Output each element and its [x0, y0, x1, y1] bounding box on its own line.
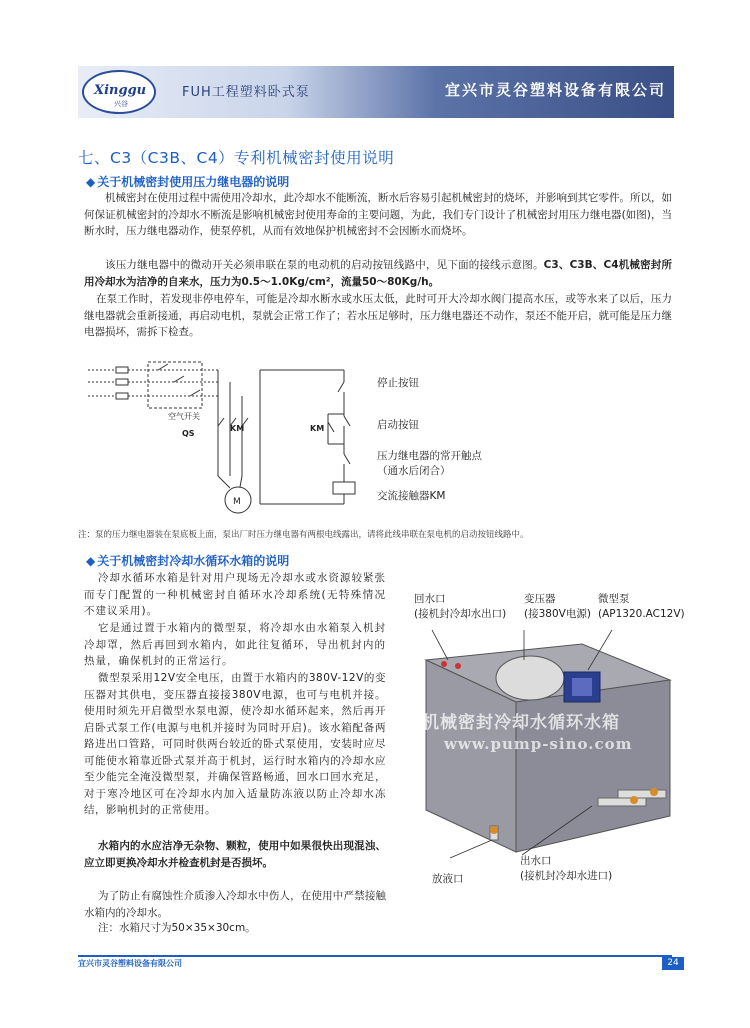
- relay-contact-label: 压力继电器的常开触点: [377, 450, 482, 462]
- micro-pump-desc: (AP1320.AC12V): [598, 608, 685, 620]
- paragraph-tank-2: 它是通过置于水箱内的微型泵，将冷却水由水箱泵入机封冷却罩，然后再回到水箱内，如此往复循环，导出机封内的热量，确保机封的正常运行。: [84, 622, 386, 667]
- motor-symbol: M: [233, 497, 241, 507]
- footer-company: 宜兴市灵谷塑料设备有限公司: [78, 959, 182, 968]
- watermark-url: www.pump-sino.com: [444, 735, 633, 753]
- return-port-desc: (接机封冷却水出口): [414, 608, 507, 620]
- stop-button-label: 停止按钮: [377, 377, 419, 389]
- km-label-1: KM: [230, 424, 245, 433]
- transformer-desc: (接380V电源): [524, 608, 591, 620]
- outlet-label: [520, 854, 612, 884]
- paragraph-relay-3: 在泵工作时，若发现非停电停车，可能是冷却水断水或水压太低，此时可开大冷却水阀门提高水压，或等水来了以后，压力继电器就会重新接通，再启动电机，泵就会正常工作了；若水压足够时，压力继电器还不动作，泵还不能开启，就可能是压力继电器损坏，需拆下检查。: [84, 293, 672, 338]
- wiring-note: 注：泵的压力继电器装在泵底板上面，泵出厂时压力继电器有两根电线露出，请将此线串联在泵电机的启动按钮线路中。: [78, 530, 529, 540]
- paragraph-relay-2b: C3、C3B、C4机械密封所用冷却水为洁净的自来水，压力为0.5～1.0Kg/cm²，流量50～80Kg/h。: [84, 259, 673, 288]
- paragraph-tank-5: 为了防止有腐蚀性介质渗入冷却水中伤人，在使用中严禁接触水箱内的冷却水。: [84, 890, 386, 919]
- air-switch-label: 空气开关: [168, 412, 200, 421]
- paragraph-relay-2: [84, 257, 672, 290]
- subsection-title-relay: [86, 173, 289, 190]
- wiring-diagram: [78, 352, 378, 522]
- km-label-2: KM: [310, 424, 325, 433]
- tank-illustration: [412, 620, 672, 890]
- paragraph-relay-2a: 该压力继电器中的微动开关必须串联在泵的电动机的启动按钮线路中，见下面的接线示意图。: [105, 259, 544, 271]
- logo-text: Xinggu: [94, 83, 147, 98]
- subsection-title-relay-text: 关于机械密封使用压力继电器的说明: [97, 175, 290, 189]
- return-port-name: 回水口: [414, 593, 446, 605]
- logo-sub: 兴谷: [114, 100, 128, 108]
- subsection-title-tank-text: 关于机械密封冷却水循环水箱的说明: [97, 554, 290, 568]
- outlet-name: 出水口: [520, 855, 552, 867]
- paragraph-relay-1: 机械密封在使用过程中需使用冷却水，此冷却水不能断流，断水后容易引起机械密封的烧坏，并影响到其它零件。所以，如何保证机械密封的冷却水不断流是影响机械密封使用寿命的主要问题，为此，我们专门设计了机械密封用压力继电器(如图)，当断水时，压力继电器动作，使泵停机，从而有效地保护机械密封不会因断水而烧坏。: [84, 192, 672, 237]
- qs-label: QS: [182, 429, 195, 438]
- outlet-desc: (接机封冷却水进口): [520, 870, 613, 882]
- company-logo: [82, 70, 156, 114]
- diamond-bullet-icon-2: ◆: [86, 554, 96, 568]
- header-banner: [78, 66, 674, 118]
- footer-rule: [78, 955, 672, 957]
- relay-contact-note: （通水后闭合）: [377, 465, 451, 477]
- paragraph-tank-3: 微型泵采用12V安全电压，由置于水箱内的380V-12V的变压器对其供电，变压器直接接380V电源，也可与电机并接。使用时须先开启微型水泵电源，使冷却水循环起来，然后再开启卧式泵工作(电源与电机并接时为同时开启)。该水箱配备两路进出口管路，可同时供两台较近的卧式泵使用，安装时应尽可能使水箱靠近卧式泵并高于机封，运行时水箱内的冷却水应至少能完全淹没微型泵，并确保管路畅通，回水口回水充足，对于寒冷地区可在冷却水内加入适量防冻液以防止冷却水冻结，影响机封的正常使用。: [84, 672, 386, 816]
- paragraph-tank-4: 水箱内的水应洁净无杂物、颗粒，使用中如果很快出现混浊、应立即更换冷却水并检查机封是否损坏。: [84, 840, 386, 869]
- header-company: 宜兴市灵谷塑料设备有限公司: [444, 81, 666, 99]
- diamond-bullet-icon: ◆: [86, 175, 96, 189]
- drain-label: 放液口: [432, 873, 464, 885]
- subsection-title-tank: [86, 552, 289, 569]
- return-port-label: [414, 592, 506, 622]
- section-title: 七、C3（C3B、C4）专利机械密封使用说明: [78, 149, 395, 167]
- transformer-name: 变压器: [524, 593, 556, 605]
- start-button-label: 启动按钮: [377, 419, 419, 431]
- header-title: FUH工程塑料卧式泵: [182, 85, 310, 100]
- micro-pump-label: [598, 592, 685, 622]
- paragraph-tank-1: 冷却水循环水箱是针对用户现场无冷却水或水资源较紧张而专门配置的一种机械密封自循环水冷却系统(无特殊情况不建议采用)。: [84, 572, 386, 617]
- paragraph-tank-6: 注：水箱尺寸为50×35×30cm。: [98, 922, 256, 934]
- transformer-label: [524, 592, 591, 622]
- micro-pump-name: 微型泵: [598, 593, 630, 605]
- watermark-title: 机械密封冷却水循环水箱: [422, 713, 620, 733]
- page-number: 24: [662, 957, 684, 970]
- contactor-label: 交流接触器KM: [377, 490, 446, 502]
